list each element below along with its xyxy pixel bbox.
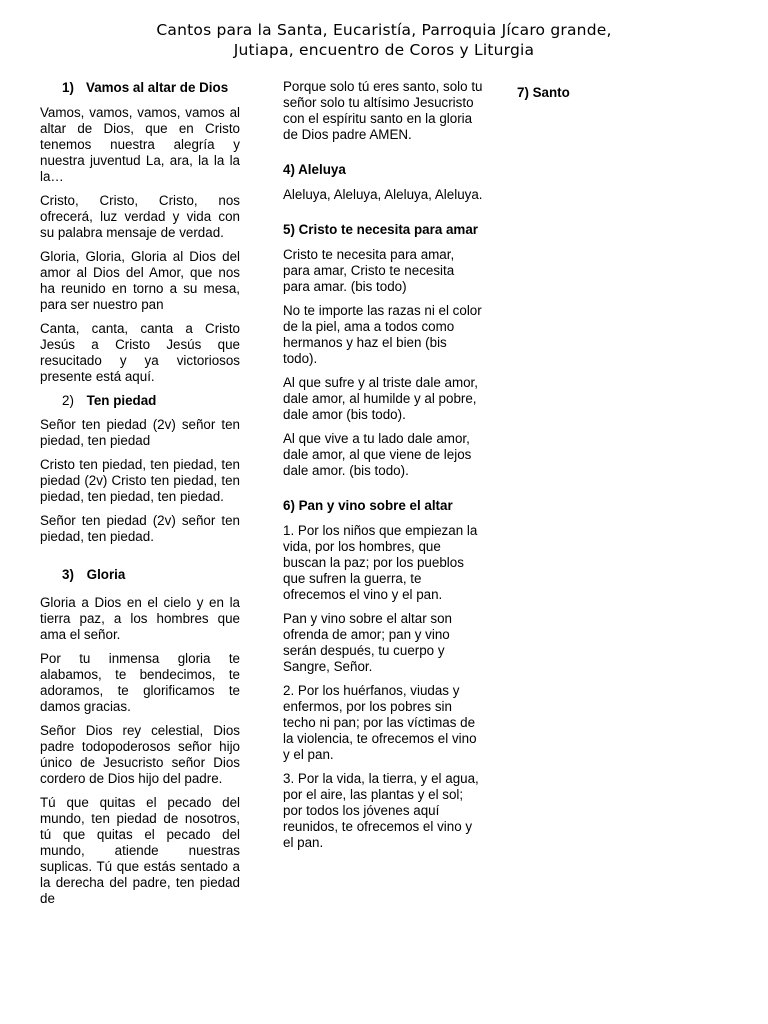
section-5-title: 5) Cristo te necesita para amar <box>283 222 478 237</box>
section-6-title: 6) Pan y vino sobre el altar <box>283 498 453 513</box>
paragraph: Señor Dios rey celestial, Dios padre todopoderosos señor hijo único de Jesucristo señor Dios cordero de Dios hijo del padre. <box>40 723 240 786</box>
paragraph: Gloria a Dios en el cielo y en la tierra paz, a los hombres que ama el señor. <box>40 595 240 642</box>
paragraph: Canta, canta, canta a Cristo Jesús a Cristo Jesús que resucitado y ya victoriosos presente está aquí. <box>40 321 240 384</box>
paragraph: Por tu inmensa gloria te alabamos, te bendecimos, te adoramos, te glorificamos te damos gracias. <box>40 651 240 714</box>
paragraph: No te importe las razas ni el color de la piel, ama a todos como hermanos y haz el bien (bis todo). <box>283 303 482 366</box>
paragraph: Al que vive a tu lado dale amor, dale amor, al que viene de lejos dale amor. (bis todo). <box>283 431 472 478</box>
paragraph: 2. Por los huérfanos, viudas y enfermos, por los pobres sin techo ni pan; por las víctimas de la violencia, te ofrecemos el vino y el pan. <box>283 683 477 762</box>
title-line-1: Cantos para la Santa, Eucaristía, Parroquia Jícaro grande, <box>156 21 612 39</box>
paragraph: Cristo, Cristo, Cristo, nos ofrecerá, luz verdad y vida con su palabra mensaje de verdad. <box>40 193 240 240</box>
paragraph: Pan y vino sobre el altar son ofrenda de amor; pan y vino serán después, tu cuerpo y Sangre, Señor. <box>283 611 452 674</box>
paragraph: 1. Por los niños que empiezan la vida, por los hombres, que buscan la paz; por los pueblos que sufren la guerra, te ofrecemos el vino y el pan. <box>283 523 478 602</box>
paragraph: Porque solo tú eres santo, solo tu señor solo tu altísimo Jesucristo con el espíritu santo en la gloria de Dios padre AMEN. <box>283 79 483 142</box>
paragraph: Cristo te necesita para amar, para amar, Cristo te necesita para amar. (bis todo) <box>283 247 455 294</box>
section-2-title: Ten piedad <box>86 393 157 408</box>
section-3-title: Gloria <box>86 567 126 582</box>
section-3-number: 3) <box>62 567 74 582</box>
paragraph: Señor ten piedad (2v) señor ten piedad, ten piedad <box>40 417 240 448</box>
paragraph: Tú que quitas el pecado del mundo, ten piedad de nosotros, tú que quitas el pecado del mundo, atiende nuestras suplicas. Tú que estás sentado a la derecha del padre, ten piedad de <box>40 795 240 906</box>
paragraph: Cristo ten piedad, ten piedad, ten piedad (2v) Cristo ten piedad, ten piedad, ten piedad, ten piedad. <box>40 457 240 504</box>
section-1-heading <box>40 80 240 96</box>
section-3-heading <box>40 567 240 583</box>
paragraph: Aleluya, Aleluya, Aleluya, Aleluya. <box>283 187 483 202</box>
section-1-number: 1) <box>62 80 74 95</box>
section-7-title: 7) Santo <box>517 85 570 100</box>
paragraph: Señor ten piedad (2v) señor ten piedad, ten piedad. <box>40 513 240 544</box>
paragraph: Gloria, Gloria, Gloria al Dios del amor al Dios del Amor, que nos ha reunido en torno a su mesa, para ser nuestro pan <box>40 249 240 312</box>
column-1 <box>40 80 240 973</box>
paragraph: 3. Por la vida, la tierra, y el agua, por el aire, las plantas y el sol; por todos los jóvenes aquí reunidos, te ofrecemos el vino y el pan. <box>283 771 479 850</box>
title-line-2: Jutiapa, encuentro de Coros y Liturgia <box>233 41 535 59</box>
column-3 <box>517 85 697 109</box>
section-1-title: Vamos al altar de Dios <box>86 80 229 95</box>
paragraph: Al que sufre y al triste dale amor, dale amor, al humilde y al pobre, dale amor (bis todo). <box>283 375 479 422</box>
section-2-heading <box>40 393 240 409</box>
paragraph: Vamos, vamos, vamos, vamos al altar de Dios, que en Cristo tenemos nuestra alegría y nuestra juventud La, ara, la la la la… <box>40 105 240 184</box>
document-title <box>60 20 708 60</box>
section-4-title: 4) Aleluya <box>283 162 346 177</box>
section-2-number: 2) <box>62 393 74 408</box>
column-2 <box>283 79 483 859</box>
